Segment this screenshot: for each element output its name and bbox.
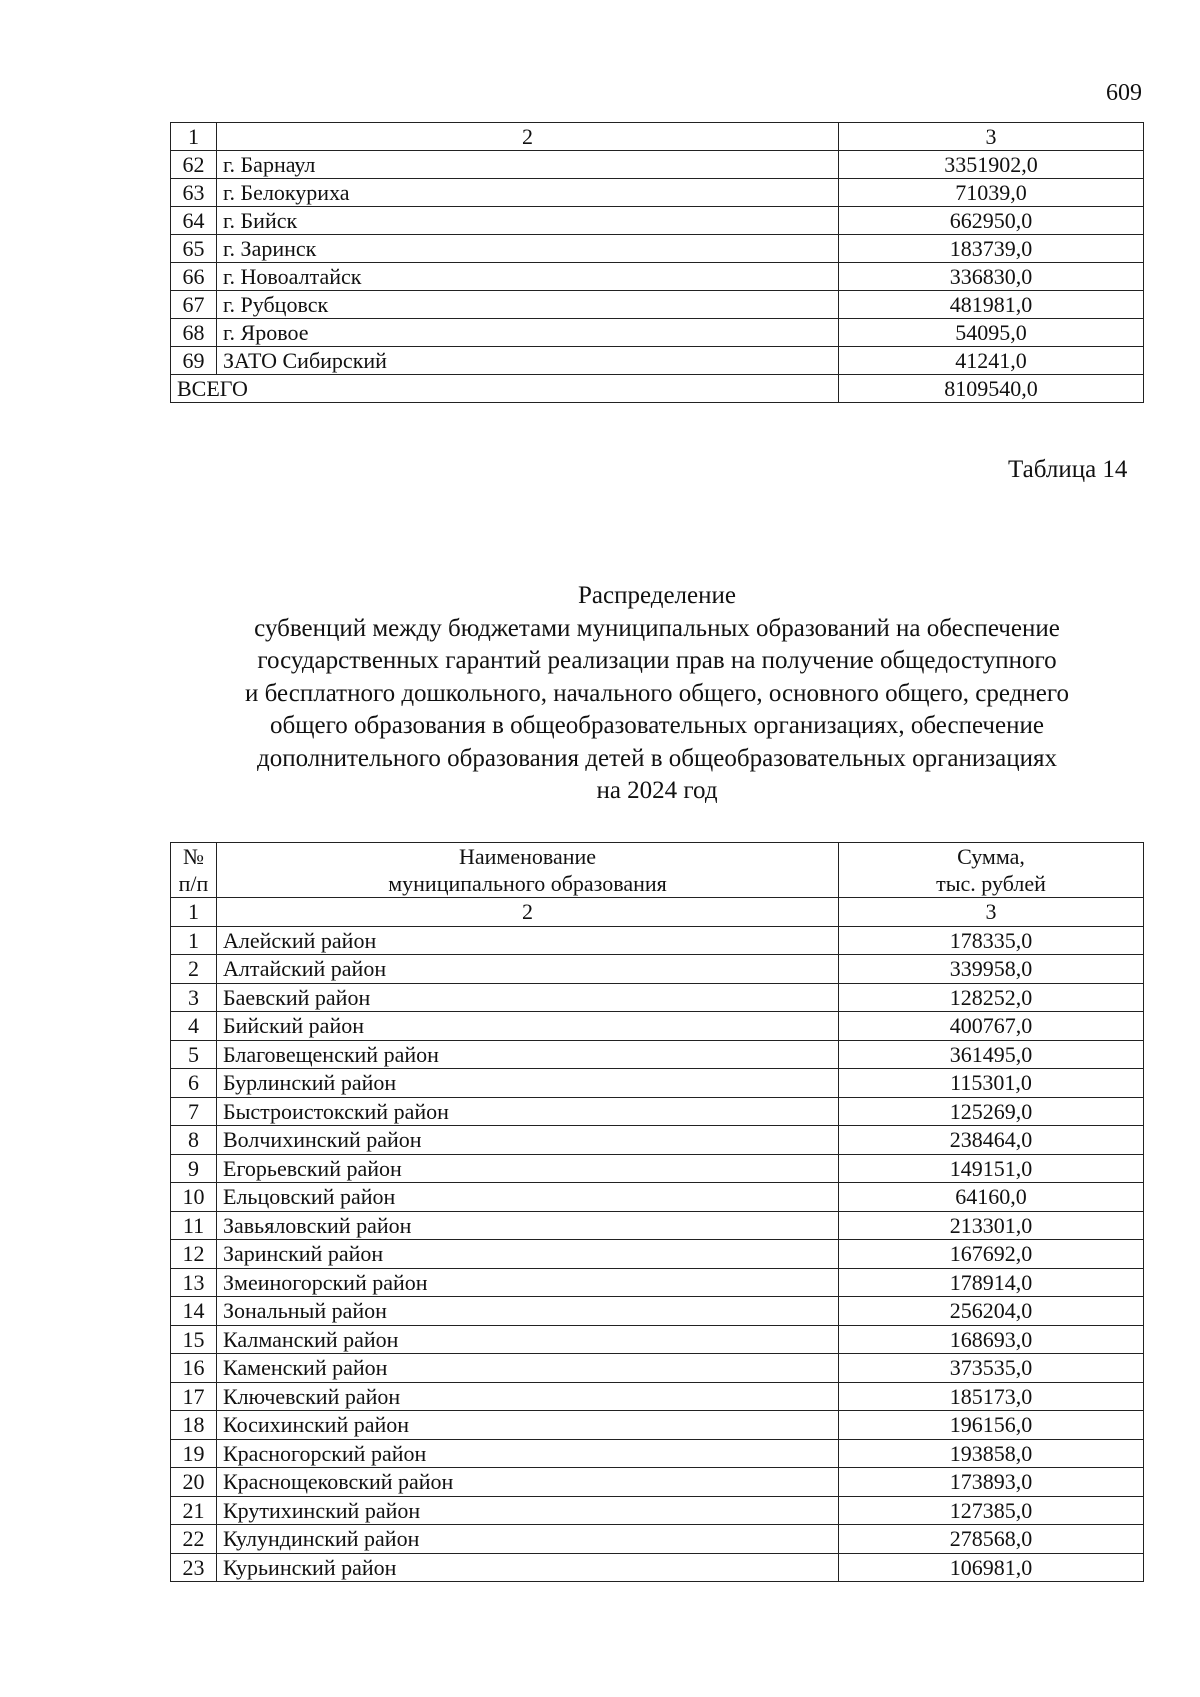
municipality-name: Каменский район [217, 1354, 839, 1383]
amount: 115301,0 [839, 1069, 1144, 1098]
amount: 339958,0 [839, 955, 1144, 984]
row-number: 14 [171, 1297, 217, 1326]
municipality-name: Бийский район [217, 1012, 839, 1041]
table-row [171, 1069, 1144, 1098]
distribution-table [170, 842, 1144, 1582]
table-row [171, 235, 1144, 263]
row-number: 62 [171, 151, 217, 179]
municipality-name: Ельцовский район [217, 1183, 839, 1212]
title-line: субвенций между бюджетами муниципальных образований на обеспечение [254, 614, 1060, 642]
title-line: Распределение [578, 582, 736, 609]
amount: 167692,0 [839, 1240, 1144, 1269]
table-row [171, 1240, 1144, 1269]
table-row [171, 347, 1144, 375]
municipality-name: Косихинский район [217, 1411, 839, 1440]
amount: 183739,0 [839, 235, 1144, 263]
table-header-row [171, 843, 1144, 898]
table-row [171, 1126, 1144, 1155]
column-number-1: 1 [171, 898, 217, 927]
amount: 213301,0 [839, 1211, 1144, 1240]
amount: 3351902,0 [839, 151, 1144, 179]
amount: 373535,0 [839, 1354, 1144, 1383]
row-number: 20 [171, 1468, 217, 1497]
amount: 149151,0 [839, 1154, 1144, 1183]
document-title [170, 580, 1144, 808]
row-number: 1 [171, 926, 217, 955]
municipality-name: Ключевский район [217, 1382, 839, 1411]
row-number: 17 [171, 1382, 217, 1411]
row-number: 22 [171, 1525, 217, 1554]
column-number-1: 1 [171, 123, 217, 151]
municipality-name: Благовещенский район [217, 1040, 839, 1069]
municipality-name: Волчихинский район [217, 1126, 839, 1155]
table-row [171, 1354, 1144, 1383]
amount: 238464,0 [839, 1126, 1144, 1155]
table-row [171, 1211, 1144, 1240]
column-number-2: 2 [217, 123, 839, 151]
column-number-row [171, 898, 1144, 927]
table-row [171, 1411, 1144, 1440]
municipality-name: Бурлинский район [217, 1069, 839, 1098]
amount: 196156,0 [839, 1411, 1144, 1440]
column-number-3: 3 [839, 898, 1144, 927]
table-row [171, 1553, 1144, 1582]
column-number-2: 2 [217, 898, 839, 927]
municipality-name: Алейский район [217, 926, 839, 955]
header-sum-line1: Сумма, [957, 844, 1025, 869]
table-row [171, 926, 1144, 955]
amount: 64160,0 [839, 1183, 1144, 1212]
table-row [171, 983, 1144, 1012]
header-name-line2: муниципального образования [388, 871, 667, 896]
amount: 54095,0 [839, 319, 1144, 347]
table-row [171, 1040, 1144, 1069]
row-number: 8 [171, 1126, 217, 1155]
amount: 178335,0 [839, 926, 1144, 955]
table-row [171, 1439, 1144, 1468]
municipality-name: Зональный район [217, 1297, 839, 1326]
row-number: 13 [171, 1268, 217, 1297]
table-row [171, 151, 1144, 179]
amount: 125269,0 [839, 1097, 1144, 1126]
municipality-name: Кулундинский район [217, 1525, 839, 1554]
table-row [171, 1468, 1144, 1497]
row-number: 16 [171, 1354, 217, 1383]
total-row [171, 375, 1144, 403]
table-row [171, 1012, 1144, 1041]
title-line: государственных гарантий реализации прав на получение общедоступного [257, 647, 1057, 674]
municipality-name: Курьинский район [217, 1553, 839, 1582]
continued-table [170, 122, 1144, 403]
amount: 106981,0 [839, 1553, 1144, 1582]
table-row [171, 179, 1144, 207]
row-number: 9 [171, 1154, 217, 1183]
municipality-name: Калманский район [217, 1325, 839, 1354]
municipality-name: Заринский район [217, 1240, 839, 1269]
row-number: 68 [171, 319, 217, 347]
table-row [171, 1097, 1144, 1126]
amount: 193858,0 [839, 1439, 1144, 1468]
row-number: 4 [171, 1012, 217, 1041]
total-amount: 8109540,0 [839, 375, 1144, 403]
amount: 336830,0 [839, 263, 1144, 291]
header-number [171, 843, 217, 898]
amount: 127385,0 [839, 1496, 1144, 1525]
row-number: 66 [171, 263, 217, 291]
row-number: 18 [171, 1411, 217, 1440]
row-number: 65 [171, 235, 217, 263]
row-number: 64 [171, 207, 217, 235]
row-number: 3 [171, 983, 217, 1012]
amount: 173893,0 [839, 1468, 1144, 1497]
title-line: на 2024 год [596, 777, 718, 804]
row-number: 11 [171, 1211, 217, 1240]
row-number: 6 [171, 1069, 217, 1098]
municipality-name: г. Заринск [217, 235, 839, 263]
municipality-name: г. Бийск [217, 207, 839, 235]
amount: 278568,0 [839, 1525, 1144, 1554]
table-row [171, 955, 1144, 984]
amount: 178914,0 [839, 1268, 1144, 1297]
municipality-name: г. Яровое [217, 319, 839, 347]
table-row [171, 1382, 1144, 1411]
header-number-line2: п/п [178, 871, 209, 896]
amount: 41241,0 [839, 347, 1144, 375]
municipality-name: Краснощековский район [217, 1468, 839, 1497]
table-caption: Таблица 14 [1008, 456, 1128, 483]
municipality-name: Баевский район [217, 983, 839, 1012]
municipality-name: г. Новоалтайск [217, 263, 839, 291]
table-row [171, 1183, 1144, 1212]
municipality-name: Крутихинский район [217, 1496, 839, 1525]
amount: 71039,0 [839, 179, 1144, 207]
row-number: 5 [171, 1040, 217, 1069]
row-number: 10 [171, 1183, 217, 1212]
amount: 185173,0 [839, 1382, 1144, 1411]
header-name-line1: Наименование [458, 844, 597, 869]
row-number: 21 [171, 1496, 217, 1525]
table-row [171, 1325, 1144, 1354]
amount: 481981,0 [839, 291, 1144, 319]
amount: 256204,0 [839, 1297, 1144, 1326]
table-row [171, 319, 1144, 347]
municipality-name: Быстроистокский район [217, 1097, 839, 1126]
municipality-name: Красногорский район [217, 1439, 839, 1468]
header-name [217, 843, 839, 898]
title-line: общего образования в общеобразовательных организациях, обеспечение [270, 712, 1044, 739]
table-row [171, 291, 1144, 319]
row-number: 67 [171, 291, 217, 319]
amount: 361495,0 [839, 1040, 1144, 1069]
header-sum-line2: тыс. рублей [936, 871, 1046, 896]
municipality-name: Егорьевский район [217, 1154, 839, 1183]
table-row [171, 1525, 1144, 1554]
row-number: 19 [171, 1439, 217, 1468]
table-row [171, 207, 1144, 235]
table-row [171, 1297, 1144, 1326]
table-row [171, 1268, 1144, 1297]
table-row [171, 1154, 1144, 1183]
municipality-name: ЗАТО Сибирский [217, 347, 839, 375]
municipality-name: Алтайский район [217, 955, 839, 984]
amount: 662950,0 [839, 207, 1144, 235]
municipality-name: г. Рубцовск [217, 291, 839, 319]
row-number: 12 [171, 1240, 217, 1269]
amount: 168693,0 [839, 1325, 1144, 1354]
table-row [171, 263, 1144, 291]
municipality-name: г. Барнаул [217, 151, 839, 179]
table-row [171, 1496, 1144, 1525]
title-line: и бесплатного дошкольного, начального общего, основного общего, среднего [245, 679, 1069, 707]
column-number-3: 3 [839, 123, 1144, 151]
page-number: 609 [1106, 80, 1142, 106]
row-number: 2 [171, 955, 217, 984]
row-number: 7 [171, 1097, 217, 1126]
amount: 128252,0 [839, 983, 1144, 1012]
municipality-name: Завьяловский район [217, 1211, 839, 1240]
amount: 400767,0 [839, 1012, 1144, 1041]
header-number-line1: № [183, 844, 204, 869]
column-number-row [171, 123, 1144, 151]
title-line: дополнительного образования детей в общеобразовательных организациях [257, 744, 1057, 772]
municipality-name: Змеиногорский район [217, 1268, 839, 1297]
municipality-name: г. Белокуриха [217, 179, 839, 207]
row-number: 63 [171, 179, 217, 207]
total-label: ВСЕГО [171, 375, 839, 403]
row-number: 69 [171, 347, 217, 375]
row-number: 15 [171, 1325, 217, 1354]
header-sum [839, 843, 1144, 898]
row-number: 23 [171, 1553, 217, 1582]
